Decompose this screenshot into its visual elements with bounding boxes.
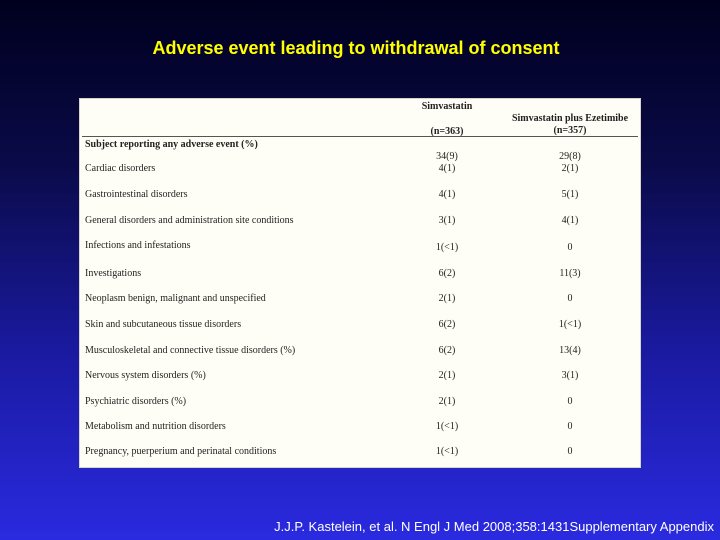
adverse-events-table xyxy=(79,98,641,468)
row-value-simvastatin: 2(1) xyxy=(438,293,456,304)
row-value-simvastatin: 1(<1) xyxy=(435,446,459,457)
row-value-simvastatin: 1(<1) xyxy=(435,421,459,432)
row-label: Investigations xyxy=(85,268,142,279)
row-value-simvastatin: 4(1) xyxy=(438,163,456,174)
column-header-simvastatin: Simvastatin xyxy=(421,101,473,112)
row-label: Psychiatric disorders (%) xyxy=(85,396,187,407)
row-value-simvastatin: 6(2) xyxy=(438,319,456,330)
subject-value-combo: 29(8) xyxy=(559,151,581,162)
row-label: Pregnancy, puerperium and perinatal conditions xyxy=(85,446,277,457)
row-value-simvastatin: 2(1) xyxy=(438,396,456,407)
row-value-simvastatin: 2(1) xyxy=(438,370,456,381)
column-header-combo: Simvastatin plus Ezetimibe xyxy=(511,113,629,124)
row-value-combo: 0 xyxy=(567,446,573,457)
header-divider xyxy=(82,136,638,137)
row-value-combo: 4(1) xyxy=(561,215,579,226)
row-label: Skin and subcutaneous tissue disorders xyxy=(85,319,242,330)
row-value-combo: 13(4) xyxy=(559,345,581,356)
row-label: Metabolism and nutrition disorders xyxy=(85,421,226,432)
slide-title: Adverse event leading to withdrawal of consent xyxy=(152,38,560,58)
subject-row-label: Subject reporting any adverse event (%) xyxy=(85,139,258,150)
row-value-simvastatin: 3(1) xyxy=(438,215,456,226)
row-value-combo: 0 xyxy=(567,242,573,253)
row-label: Neoplasm benign, malignant and unspecified xyxy=(85,293,266,304)
column-n-combo: (n=357) xyxy=(553,125,587,136)
row-value-simvastatin: 1(<1) xyxy=(435,242,459,253)
row-value-combo: 11(3) xyxy=(559,268,581,279)
row-value-combo: 3(1) xyxy=(561,370,579,381)
row-label: General disorders and administration site conditions xyxy=(85,215,294,226)
row-label: Cardiac disorders xyxy=(85,163,156,174)
row-value-combo: 0 xyxy=(567,396,573,407)
row-value-combo: 5(1) xyxy=(561,189,579,200)
row-value-combo: 2(1) xyxy=(561,163,579,174)
row-value-combo: 1(<1) xyxy=(558,319,582,330)
row-label: Musculoskeletal and connective tissue disorders (%) xyxy=(85,345,296,356)
row-value-simvastatin: 6(2) xyxy=(438,345,456,356)
row-value-combo: 0 xyxy=(567,421,573,432)
row-label: Gastrointestinal disorders xyxy=(85,189,188,200)
row-label: Nervous system disorders (%) xyxy=(85,370,206,381)
row-value-simvastatin: 4(1) xyxy=(438,189,456,200)
column-n-simvastatin: (n=363) xyxy=(430,126,464,137)
row-value-combo: 0 xyxy=(567,293,573,304)
subject-value-simvastatin: 34(9) xyxy=(436,151,458,162)
row-label: Infections and infestations xyxy=(85,240,191,251)
citation: J.J.P. Kastelein, et al. N Engl J Med 2008;358:1431Supplementary Appendix xyxy=(274,519,714,534)
row-value-simvastatin: 6(2) xyxy=(438,268,456,279)
